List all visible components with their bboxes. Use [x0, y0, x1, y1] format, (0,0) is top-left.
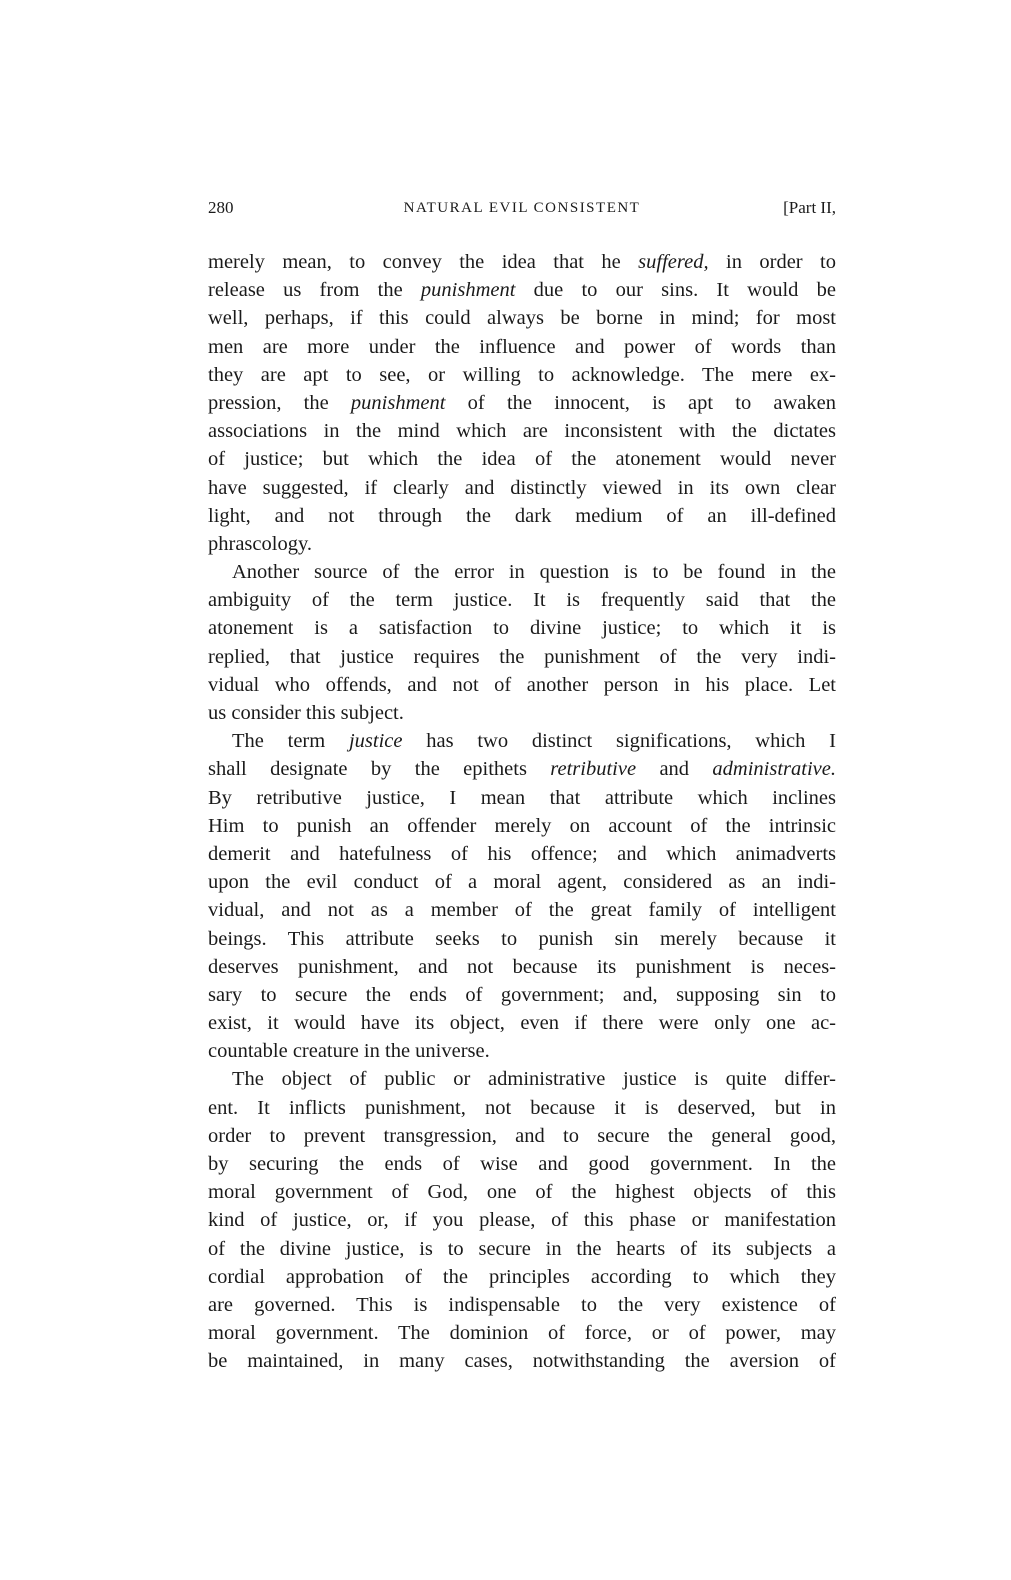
- text-line: of the divine justice, is to secure in the hearts of its subjects a: [208, 1237, 836, 1260]
- text-line: replied, that justice requires the punishment of the very indi-: [208, 645, 836, 668]
- text-line: merely mean, to convey the idea that he suffered, in order to: [208, 251, 836, 273]
- text-line: phrascology.: [208, 532, 312, 555]
- text-line: have suggested, if clearly and distinctly viewed in its own clear: [208, 476, 836, 499]
- text-line: moral government. The dominion of force, or of power, may: [208, 1322, 836, 1345]
- text-line: us consider this subject.: [208, 702, 404, 724]
- text-line: shall designate by the epithets retributive and administrative.: [208, 758, 836, 781]
- text-line: atonement is a satisfaction to divine justice; to which it is: [208, 617, 836, 640]
- text-line: By retributive justice, I mean that attribute which inclines: [208, 786, 836, 809]
- paragraph: [208, 558, 836, 727]
- text-line: pression, the punishment of the innocent, is apt to awaken: [208, 391, 836, 414]
- text-line: they are apt to see, or willing to acknowledge. The mere ex-: [208, 363, 836, 386]
- text-line: release us from the punishment due to our sins. It would be: [208, 279, 836, 302]
- text-line: upon the evil conduct of a moral agent, considered as an indi-: [208, 871, 836, 894]
- text-line: vidual who offends, and not of another person in his place. Let: [208, 673, 836, 696]
- text-line: exist, it would have its object, even if there were only one ac-: [208, 1012, 836, 1035]
- text-line: countable creature in the universe.: [208, 1040, 490, 1063]
- text-line: moral government of God, one of the highest objects of this: [208, 1181, 836, 1204]
- text-line: cordial approbation of the principles according to which they: [208, 1265, 836, 1288]
- italic-emphasis: suffered,: [638, 251, 709, 273]
- running-title: NATURAL EVIL CONSISTENT: [403, 200, 641, 216]
- page-number: 280: [208, 198, 234, 217]
- text-line: ambiguity of the term justice. It is frequently said that the: [208, 589, 836, 612]
- text-line: ent. It inflicts punishment, not because it is deserved, but in: [208, 1096, 836, 1119]
- text-line: order to prevent transgression, and to secure the general good,: [208, 1124, 836, 1147]
- text-line: The term justice has two distinct significations, which I: [232, 730, 836, 753]
- paragraph: [208, 727, 836, 1065]
- text-line: by securing the ends of wise and good government. In the: [208, 1153, 836, 1175]
- paragraph: [208, 248, 836, 558]
- text-line: The object of public or administrative justice is quite differ-: [232, 1068, 836, 1091]
- part-label: [Part II,: [783, 198, 836, 217]
- text-line: Another source of the error in question is to be found in the: [232, 561, 836, 584]
- italic-emphasis: punishment: [420, 279, 516, 302]
- text-line: vidual, and not as a member of the great family of intelligent: [208, 899, 836, 922]
- paragraph: [208, 1065, 836, 1375]
- italic-emphasis: justice: [348, 730, 403, 753]
- text-line: light, and not through the dark medium of an ill-defined: [208, 504, 836, 527]
- page-body: [208, 248, 836, 1376]
- text-line: of justice; but which the idea of the atonement would never: [208, 448, 836, 471]
- text-line: beings. This attribute seeks to punish sin merely because it: [208, 927, 836, 950]
- text-line: Him to punish an offender merely on account of the intrinsic: [208, 814, 836, 837]
- text-line: be maintained, in many cases, notwithstanding the aversion of: [208, 1350, 836, 1373]
- text-line: associations in the mind which are inconsistent with the dictates: [208, 420, 836, 443]
- text-line: sary to secure the ends of government; and, supposing sin to: [208, 983, 836, 1006]
- text-line: kind of justice, or, if you please, of this phase or manifestation: [208, 1209, 836, 1232]
- text-line: are governed. This is indispensable to the very existence of: [208, 1293, 836, 1316]
- text-line: men are more under the influence and power of words than: [208, 335, 836, 358]
- italic-emphasis: administrative.: [712, 758, 836, 781]
- running-head: [208, 198, 836, 222]
- italic-emphasis: punishment: [350, 391, 446, 414]
- italic-emphasis: retributive: [550, 758, 637, 781]
- text-line: well, perhaps, if this could always be borne in mind; for most: [208, 307, 836, 330]
- text-line: deserves punishment, and not because its punishment is neces-: [208, 955, 836, 978]
- text-line: demerit and hatefulness of his offence; and which animadverts: [208, 842, 836, 865]
